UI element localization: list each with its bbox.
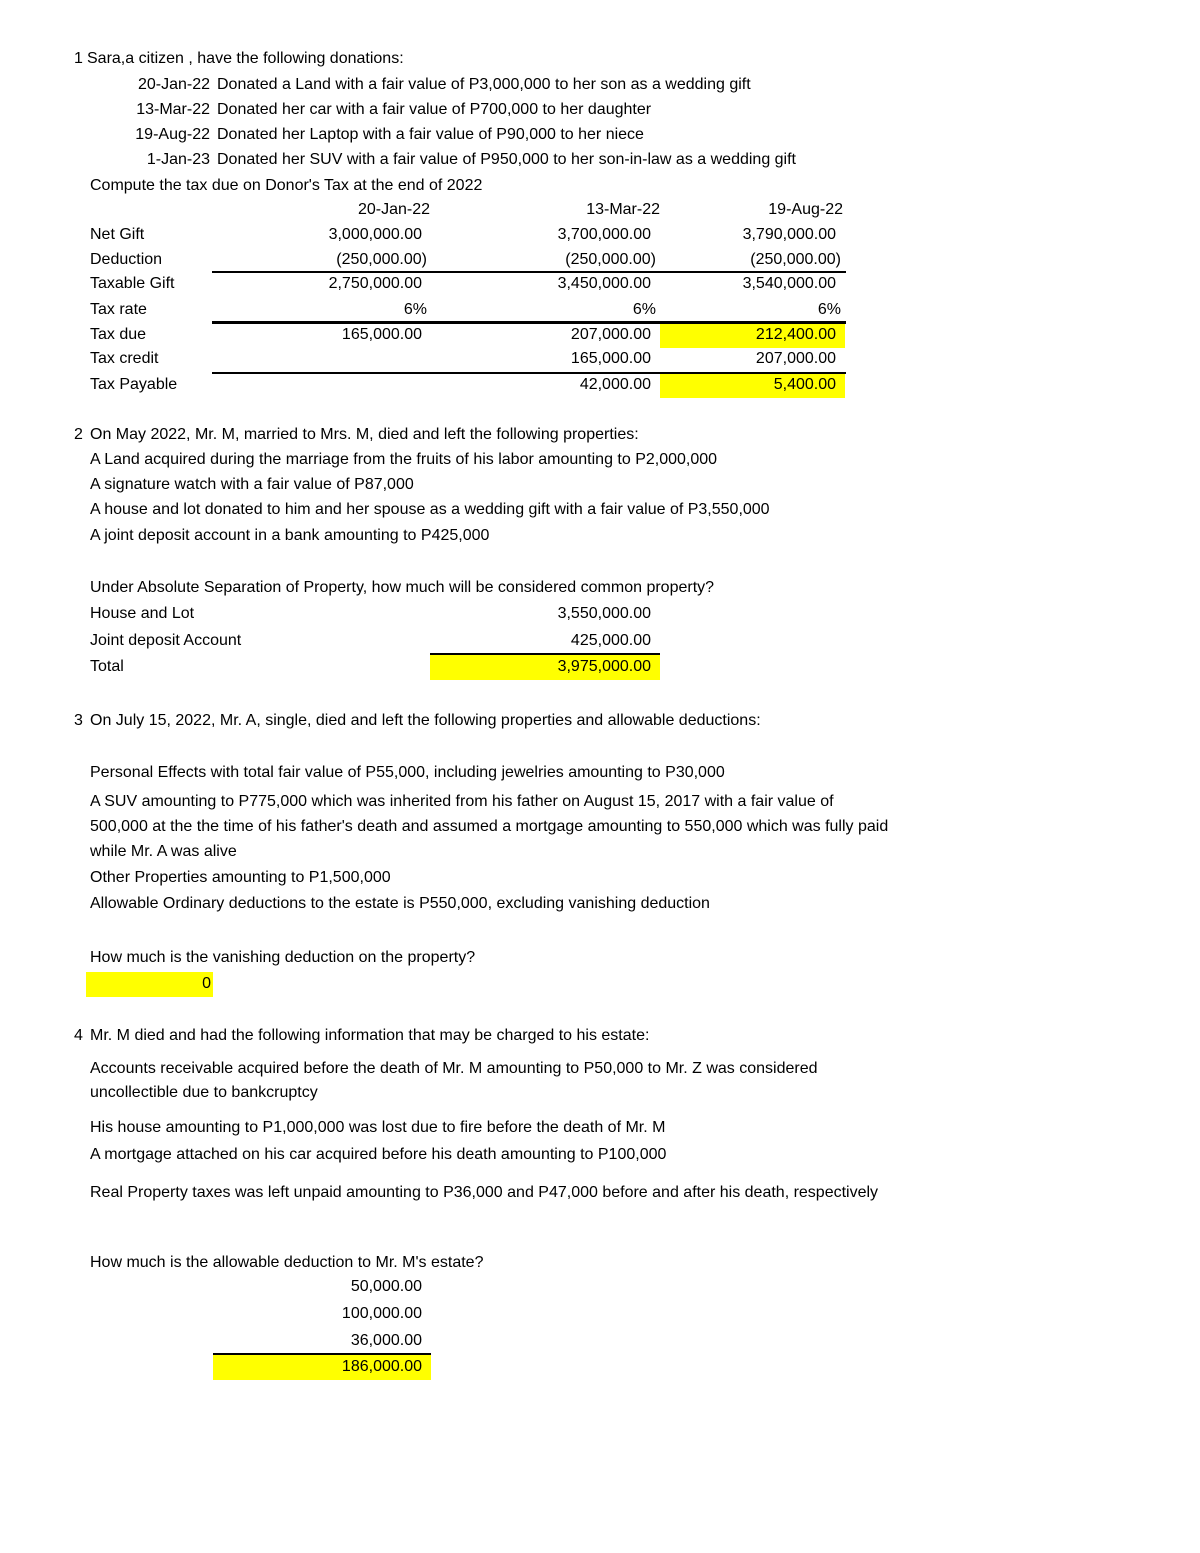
underline-rule (212, 321, 846, 324)
q4-question: How much is the allowable deduction to Mr. M's estate? (90, 1254, 484, 1271)
table-cell: 6% (632, 301, 656, 318)
donation-text: Donated her Laptop with a fair value of P90,000 to her niece (217, 126, 644, 143)
q4-total: 186,000.00 (341, 1358, 422, 1375)
underline-rule (212, 271, 846, 273)
table-row-label: Taxable Gift (90, 275, 175, 292)
table-cell: 3,700,000.00 (557, 226, 651, 243)
q4-value: 36,000.00 (350, 1332, 422, 1349)
donation-date: 1-Jan-23 (146, 151, 210, 168)
table-row-label: Tax Payable (90, 376, 178, 393)
q1-number: 1 (74, 50, 83, 67)
q3-number: 3 (74, 712, 83, 729)
table-col-header: 19-Aug-22 (768, 201, 843, 218)
q2-item: A Land acquired during the marriage from the fruits of his labor amounting to P2,000,000 (90, 451, 718, 468)
q2-question: Under Absolute Separation of Property, how much will be considered common property? (90, 579, 715, 596)
table-cell: (250,000.00) (750, 251, 841, 268)
donation-date: 20-Jan-22 (137, 76, 210, 93)
table-cell: 207,000.00 (755, 350, 836, 367)
q4-number: 4 (74, 1027, 83, 1044)
q2-answer-value: 3,975,000.00 (557, 658, 651, 675)
table-row-label: Tax due (90, 326, 147, 343)
q4-intro: Mr. M died and had the following information that may be charged to his estate: (90, 1027, 650, 1044)
table-cell: 3,540,000.00 (742, 275, 836, 292)
table-col-header: 13-Mar-22 (586, 201, 660, 218)
q3-line: 500,000 at the the time of his father's death and assumed a mortgage amounting to 550,000 which was fully paid (90, 818, 889, 835)
q2-item: A signature watch with a fair value of P87,000 (90, 476, 414, 493)
underline-rule (212, 372, 846, 374)
table-row-label: Tax rate (90, 301, 147, 318)
table-row-label: Tax credit (90, 350, 159, 367)
q3-line: Allowable Ordinary deductions to the estate is P550,000, excluding vanishing deduction (90, 895, 710, 912)
q4-value: 100,000.00 (341, 1305, 422, 1322)
q3-line: Personal Effects with total fair value of P55,000, including jewelries amounting to P30,000 (90, 764, 725, 781)
table-cell: 3,450,000.00 (557, 275, 651, 292)
q2-answer-label: House and Lot (90, 605, 195, 622)
table-cell: (250,000.00) (565, 251, 656, 268)
q2-number: 2 (74, 426, 83, 443)
donation-text: Donated a Land with a fair value of P3,000,000 to her son as a wedding gift (217, 76, 751, 93)
q2-answer-label: Total (90, 658, 124, 675)
table-cell: (250,000.00) (336, 251, 427, 268)
q3-line: while Mr. A was alive (90, 843, 237, 860)
q3-line: Other Properties amounting to P1,500,000 (90, 869, 391, 886)
q4-line: His house amounting to P1,000,000 was lost due to fire before the death of Mr. M (90, 1119, 666, 1136)
q4-line: A mortgage attached on his car acquired before his death amounting to P100,000 (90, 1146, 667, 1163)
q4-line: Accounts receivable acquired before the death of Mr. M amounting to P50,000 to Mr. Z was considered (90, 1060, 818, 1077)
donation-date: 19-Aug-22 (135, 126, 210, 143)
q3-answer: 0 (202, 975, 211, 992)
q4-value: 50,000.00 (350, 1278, 422, 1295)
donation-date: 13-Mar-22 (136, 101, 210, 118)
q1-intro: Sara,a citizen , have the following donations: (87, 50, 404, 67)
donation-text: Donated her car with a fair value of P700,000 to her daughter (217, 101, 652, 118)
underline-rule (213, 1353, 431, 1355)
q2-item: A house and lot donated to him and her spouse as a wedding gift with a fair value of P3,550,000 (90, 501, 770, 518)
table-col-header: 20-Jan-22 (357, 201, 430, 218)
table-row-label: Deduction (90, 251, 163, 268)
q2-answer-label: Joint deposit Account (90, 632, 242, 649)
table-cell: 212,400.00 (755, 326, 836, 343)
donation-text: Donated her SUV with a fair value of P950,000 to her son-in-law as a wedding gift (217, 151, 796, 168)
q3-question: How much is the vanishing deduction on the property? (90, 949, 476, 966)
q2-answer-value: 3,550,000.00 (557, 605, 651, 622)
table-cell: 6% (817, 301, 841, 318)
q4-line: Real Property taxes was left unpaid amounting to P36,000 and P47,000 before and after his death, respectively (90, 1184, 879, 1201)
q4-line: uncollectible due to bankcruptcy (90, 1084, 318, 1101)
table-row-label: Net Gift (90, 226, 145, 243)
q2-answer-value: 425,000.00 (570, 632, 651, 649)
underline-rule (430, 653, 660, 655)
table-cell: 207,000.00 (570, 326, 651, 343)
table-cell: 165,000.00 (570, 350, 651, 367)
table-cell: 42,000.00 (579, 376, 651, 393)
table-cell: 6% (403, 301, 427, 318)
q2-intro: On May 2022, Mr. M, married to Mrs. M, died and left the following properties: (90, 426, 639, 443)
q2-item: A joint deposit account in a bank amounting to P425,000 (90, 527, 490, 544)
q3-intro: On July 15, 2022, Mr. A, single, died and left the following properties and allowable deductions: (90, 712, 761, 729)
table-cell: 5,400.00 (773, 376, 836, 393)
table-cell: 165,000.00 (341, 326, 422, 343)
q1-question: Compute the tax due on Donor's Tax at the end of 2022 (90, 177, 483, 194)
table-cell: 2,750,000.00 (328, 275, 422, 292)
table-cell: 3,790,000.00 (742, 226, 836, 243)
table-cell: 3,000,000.00 (328, 226, 422, 243)
q3-line: A SUV amounting to P775,000 which was inherited from his father on August 15, 2017 with a fair value of (90, 793, 834, 810)
